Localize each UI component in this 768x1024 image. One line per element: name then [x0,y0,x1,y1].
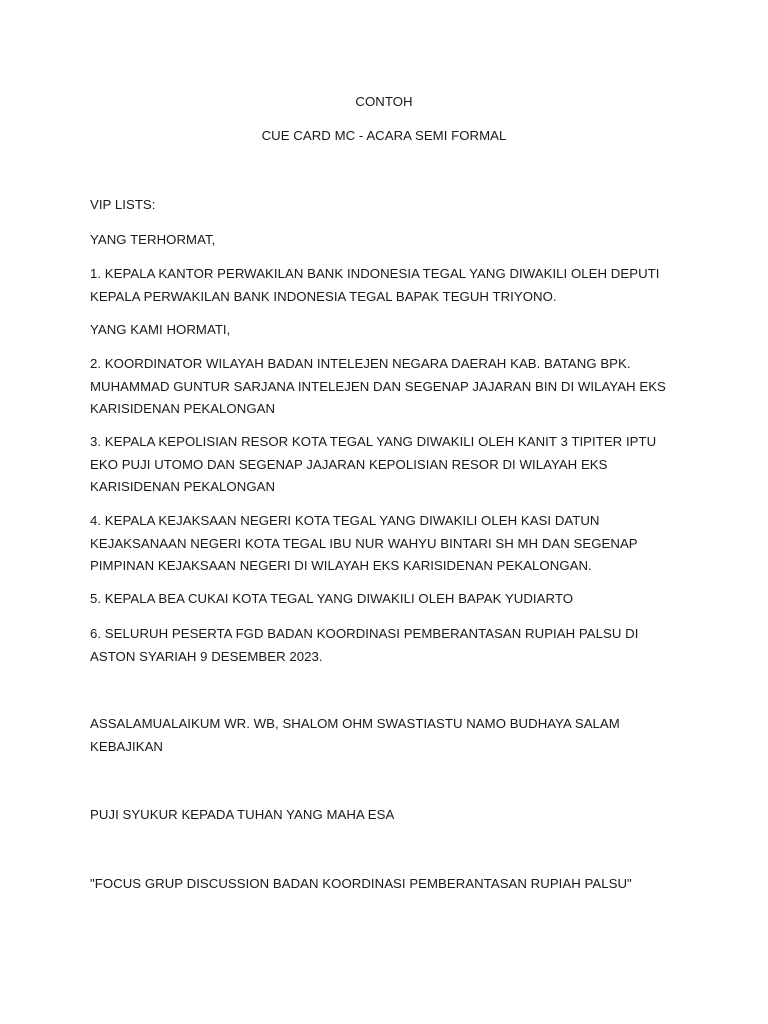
vip-item-1: 1. KEPALA KANTOR PERWAKILAN BANK INDONESIA TEGAL YANG DIWAKILI OLEH DEPUTI KEPALA PERWAKILAN BANK INDONESIA TEGAL BAPAK TEGUH TRIYONO. [90,266,660,304]
salutation-terhormat: YANG TERHORMAT, [90,232,216,247]
vip-item-6: 6. SELURUH PESERTA FGD BADAN KOORDINASI PEMBERANTASAN RUPIAH PALSU DI ASTON SYARIAH 9 DESEMBER 2023. [90,626,639,664]
vip-item-4: 4. KEPALA KEJAKSAAN NEGERI KOTA TEGAL YANG DIWAKILI OLEH KASI DATUN KEJAKSANAAN NEGERI KOTA TEGAL IBU NUR WAHYU BINTARI SH MH DAN SEGENAP PIMPINAN KEJAKSAAN NEGERI DI WILAYAH EKS KARISIDENAN PEKALONGAN. [90,513,638,573]
vip-list-heading: VIP LISTS: [90,197,156,212]
gratitude-line: PUJI SYUKUR KEPADA TUHAN YANG MAHA ESA [90,807,395,822]
vip-item-3: 3. KEPALA KEPOLISIAN RESOR KOTA TEGAL YANG DIWAKILI OLEH KANIT 3 TIPITER IPTU EKO PUJI UTOMO DAN SEGENAP JAJARAN KEPOLISIAN RESOR DI WILAYAH EKS KARISIDENAN PEKALONGAN [90,434,657,494]
event-name: "FOCUS GRUP DISCUSSION BADAN KOORDINASI PEMBERANTASAN RUPIAH PALSU" [90,876,632,891]
document-subtitle: CUE CARD MC - ACARA SEMI FORMAL [261,128,507,143]
vip-item-2: 2. KOORDINATOR WILAYAH BADAN INTELEJEN NEGARA DAERAH KAB. BATANG BPK. MUHAMMAD GUNTUR SARJANA INTELEJEN DAN SEGENAP JAJARAN BIN DI WILAYAH EKS KARISIDENAN PEKALONGAN [90,356,666,416]
vip-item-5: 5. KEPALA BEA CUKAI KOTA TEGAL YANG DIWAKILI OLEH BAPAK YUDIARTO [90,591,574,606]
document-title: CONTOH [355,94,413,109]
salutation-kami-hormati: YANG KAMI HORMATI, [90,322,231,337]
opening-greeting: ASSALAMUALAIKUM WR. WB, SHALOM OHM SWASTIASTU NAMO BUDHAYA SALAM KEBAJIKAN [90,716,620,754]
